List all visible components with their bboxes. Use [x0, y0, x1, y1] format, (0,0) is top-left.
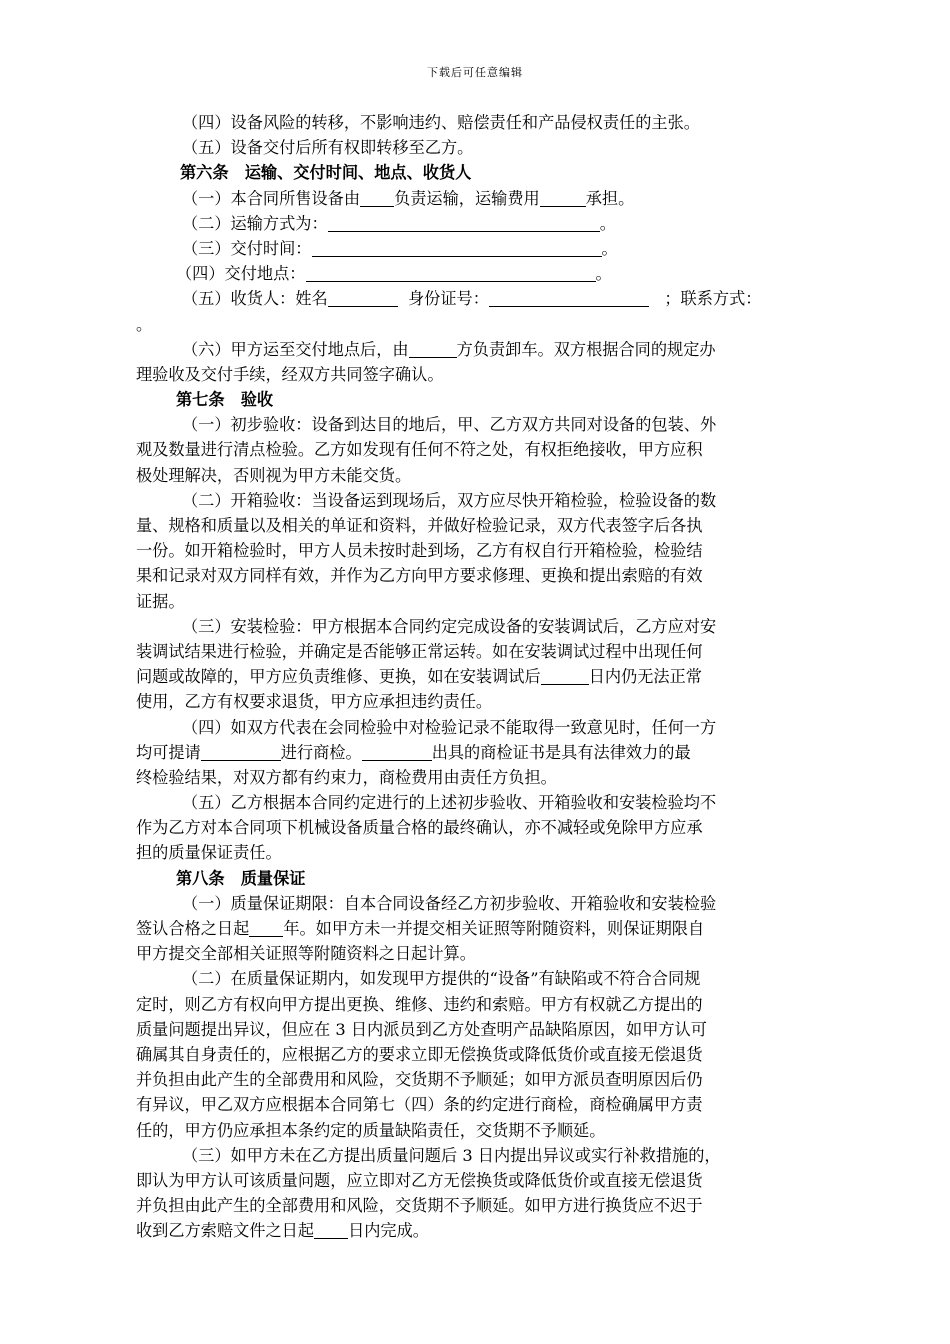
- fill-blank[interactable]: [362, 743, 432, 761]
- text-segment: 年。如甲方未一并提交相关证照等附随资料，则保证期限自: [283, 919, 705, 938]
- fill-blank[interactable]: [201, 743, 281, 761]
- fill-blank[interactable]: [306, 264, 596, 282]
- fill-blank[interactable]: [360, 189, 394, 207]
- paragraph-line: 。: [136, 314, 153, 334]
- text-segment: 负责运输，运输费用: [394, 188, 540, 208]
- text-segment: 。: [599, 213, 616, 233]
- text-segment: ；联系方式：: [664, 289, 762, 309]
- paragraph-line: 定时，则乙方有权向甲方提出更换、维修、违约和索赔。甲方有权就乙方提出的: [136, 994, 703, 1014]
- text-segment: （一）本合同所售设备由: [182, 188, 361, 208]
- paragraph-line: 任的，甲方仍应承担本条约定的质量缺陷责任，交货期不予顺延。: [136, 1120, 606, 1140]
- paragraph-line: （二）在质量保证期内，如发现甲方提供的“设备”有缺陷或不符合合同规: [182, 969, 701, 989]
- text-segment: 。: [601, 238, 618, 258]
- paragraph-line: （四）如双方代表在会同检验中对检验记录不能取得一致意见时，任何一方: [182, 717, 717, 737]
- fill-blank[interactable]: [312, 239, 602, 257]
- text-segment: 收到乙方索赔文件之日起: [136, 1221, 315, 1241]
- text-segment: 方负责卸车。双方根据合同的规定办: [456, 339, 716, 359]
- paragraph-line: [136, 916, 816, 941]
- fill-blank[interactable]: [541, 667, 589, 685]
- fill-blank[interactable]: [489, 289, 649, 307]
- paragraph-line: 甲方提交全部相关证照等附随资料之日起计算。: [136, 944, 476, 964]
- section-6-title: 第六条 运输、交付时间、地点、收货人: [180, 163, 472, 183]
- text-segment: 问题或故障的，甲方应负责维修、更换，如在安装调试后: [136, 667, 541, 687]
- paragraph-line: 证据。: [136, 591, 185, 611]
- text-segment: 。: [595, 264, 612, 284]
- paragraph-line: （五）设备交付后所有权即转移至乙方。: [182, 138, 474, 158]
- paragraph-line: [136, 286, 816, 311]
- paragraph-line: [136, 337, 816, 362]
- paragraph-line: 作为乙方对本合同项下机械设备质量合格的最终确认，亦不减轻或免除甲方应承: [136, 818, 703, 838]
- text-segment: （五）收货人：姓名: [182, 289, 328, 309]
- paragraph-line: （五）乙方根据本合同约定进行的上述初步验收、开箱验收和安装检验均不: [182, 793, 717, 813]
- fill-blank[interactable]: [314, 1221, 348, 1239]
- paragraph-line: [136, 1218, 816, 1243]
- text-segment: 均可提请: [136, 742, 201, 762]
- fill-blank[interactable]: [409, 340, 457, 358]
- paragraph-line: 有异议，甲乙双方应根据本合同第七（四）条的约定进行商检，商检确属甲方责: [136, 1095, 703, 1115]
- text-segment: 日内仍无法正常: [588, 667, 702, 687]
- paragraph-line: 并负担由此产生的全部费用和风险，交货期不予顺延。如甲方进行换货应不迟于: [136, 1196, 703, 1216]
- paragraph-line: 终检验结果，对双方都有约束力，商检费用由责任方负担。: [136, 767, 557, 787]
- paragraph-line: （四）设备风险的转移，不影响违约、赔偿责任和产品侵权责任的主张。: [182, 113, 700, 132]
- contract-body: [136, 110, 816, 1243]
- text-segment: 承担。: [585, 188, 635, 208]
- paragraph-line: 量、规格和质量以及相关的单证和资料，并做好检验记录，双方代表签字后各执: [136, 516, 703, 535]
- paragraph-line: （三）安装检验：甲方根据本合同约定完成设备的安装调试后，乙方应对安: [182, 616, 717, 636]
- text-segment: 日内完成。: [348, 1221, 429, 1241]
- paragraph-line: （三）如甲方未在乙方提出质量问题后 3 日内提出异议或实行补救措施的，: [182, 1145, 721, 1165]
- paragraph-line: （二）开箱验收：当设备运到现场后，双方应尽快开箱检验，检验设备的数: [182, 490, 717, 510]
- paragraph-line: [136, 664, 816, 689]
- paragraph-line: 即认为甲方认可该质量问题，应立即对乙方无偿换货或降低货价或直接无偿退货: [136, 1170, 703, 1190]
- fill-blank[interactable]: [328, 214, 600, 232]
- page-header: 下载后可任意编辑: [427, 66, 523, 79]
- paragraph-line: [136, 211, 816, 236]
- text-segment: 签认合格之日起: [136, 919, 250, 938]
- fill-blank[interactable]: [328, 289, 398, 307]
- section-7-title: 第七条 验收: [176, 390, 274, 410]
- paragraph-line: 质量问题提出异议，但应在 3 日内派员到乙方处查明产品缺陷原因，如甲方认可: [136, 1019, 707, 1039]
- text-segment: 身份证号：: [407, 289, 489, 309]
- paragraph-line: 果和记录对双方同样有效，并作为乙方向甲方要求修理、更换和提出索赔的有效: [136, 566, 703, 586]
- paragraph-line: [136, 740, 816, 765]
- paragraph-line: 装调试结果进行检验，并确定是否能够正常运转。如在安装调试过程中出现任何: [136, 641, 703, 661]
- paragraph-line: [136, 236, 816, 261]
- fill-blank[interactable]: [540, 189, 586, 207]
- paragraph-line: [136, 261, 816, 286]
- paragraph-line: 观及数量进行清点检验。乙方如发现有任何不符之处，有权拒绝接收，甲方应积: [136, 440, 703, 460]
- text-segment: （二）运输方式为：: [182, 213, 328, 233]
- paragraph-line: 极处理解决，否则视为甲方未能交货。: [136, 465, 412, 485]
- text-segment: （三）交付时间：: [182, 238, 312, 258]
- paragraph-line: （一）初步验收：设备到达目的地后，甲、乙方双方共同对设备的包装、外: [182, 415, 717, 435]
- paragraph-line: 使用，乙方有权要求退货，甲方应承担违约责任。: [136, 692, 493, 712]
- text-segment: 出具的商检证书是具有法律效力的最: [431, 742, 691, 762]
- paragraph-line: [136, 186, 816, 211]
- paragraph-line: 并负担由此产生的全部费用和风险，交货期不予顺延；如甲方派员查明原因后仍: [136, 1070, 703, 1090]
- paragraph-line: 理验收及交付手续，经双方共同签字确认。: [136, 364, 444, 384]
- text-segment: 进行商检。: [280, 742, 362, 762]
- fill-blank[interactable]: [249, 919, 283, 937]
- paragraph-line: 担的质量保证责任。: [136, 843, 282, 863]
- text-segment: （四）交付地点：: [176, 264, 306, 284]
- section-8-title: 第八条 质量保证: [176, 868, 306, 888]
- text-segment: （六）甲方运至交付地点后，由: [182, 339, 409, 359]
- paragraph-line: （一）质量保证期限：自本合同设备经乙方初步验收、开箱验收和安装检验: [182, 893, 717, 913]
- paragraph-line: 确属其自身责任的，应根据乙方的要求立即无偿换货或降低货价或直接无偿退货: [136, 1044, 703, 1064]
- paragraph-line: 一份。如开箱检验时，甲方人员未按时赴到场，乙方有权自行开箱检验，检验结: [136, 541, 703, 561]
